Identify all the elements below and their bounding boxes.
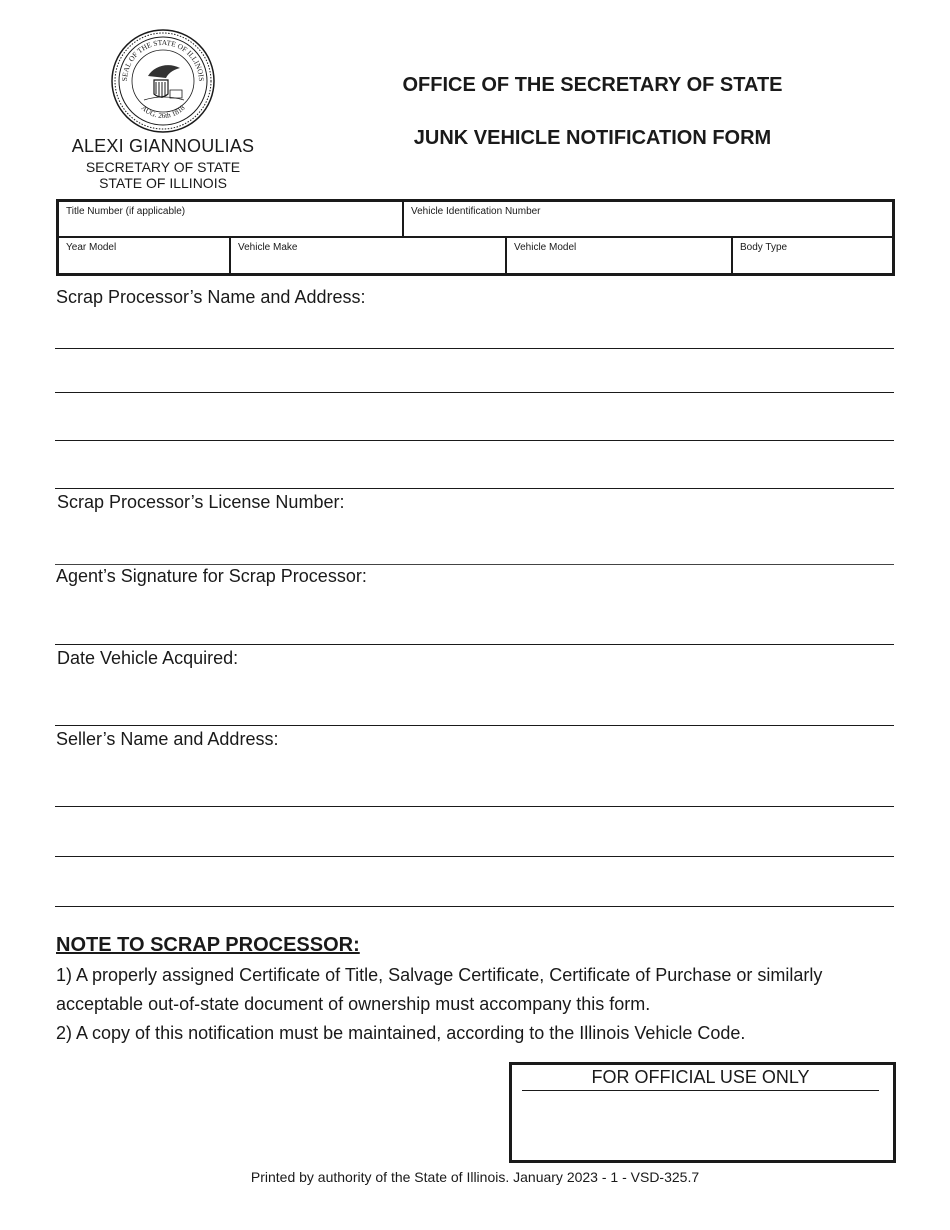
seller-address-line-3[interactable] bbox=[55, 906, 894, 907]
seal-top-text: SEAL OF THE STATE OF ILLINOIS bbox=[119, 37, 207, 82]
vehicle-make-field[interactable] bbox=[229, 236, 505, 273]
agent-signature-label: Agent’s Signature for Scrap Processor: bbox=[56, 566, 367, 586]
processor-address-line-3[interactable] bbox=[55, 440, 894, 441]
vin-label: Vehicle Identification Number bbox=[411, 206, 541, 217]
note-heading: NOTE TO SCRAP PROCESSOR: bbox=[56, 934, 360, 956]
year-model-label: Year Model bbox=[66, 242, 117, 253]
vehicle-model-label: Vehicle Model bbox=[514, 242, 577, 253]
processor-address-line-2[interactable] bbox=[55, 392, 894, 393]
year-model-field[interactable] bbox=[59, 236, 229, 273]
vin-field[interactable] bbox=[402, 202, 892, 236]
processor-address-line-1[interactable] bbox=[55, 348, 894, 349]
processor-license-label: Scrap Processor’s License Number: bbox=[57, 492, 345, 512]
vehicle-model-field[interactable] bbox=[505, 236, 731, 273]
note-item-1-line-1: 1) A properly assigned Certificate of Title, Salvage Certificate, Certificate of Purchase or similarly bbox=[56, 965, 823, 985]
body-type-field[interactable] bbox=[731, 236, 892, 273]
agent-signature-line[interactable] bbox=[55, 644, 894, 645]
seal-bottom-text: AUG. 26th 1818 bbox=[139, 103, 187, 121]
note-item-2: 2) A copy of this notification must be maintained, according to the Illinois Vehicle Code. bbox=[56, 1023, 746, 1043]
secretary-name: ALEXI GIANNOULIAS bbox=[71, 136, 255, 156]
vehicle-info-grid bbox=[56, 199, 895, 276]
official-use-box bbox=[509, 1062, 896, 1163]
footer-text: Printed by authority of the State of Illinois. January 2023 - 1 - VSD-325.7 bbox=[250, 1169, 700, 1185]
note-item-1-line-2: acceptable out-of-state document of ownership must accompany this form. bbox=[56, 994, 651, 1014]
processor-license-line[interactable] bbox=[55, 564, 894, 565]
seller-address-line-2[interactable] bbox=[55, 856, 894, 857]
title-number-field[interactable] bbox=[59, 202, 402, 236]
date-acquired-line[interactable] bbox=[55, 725, 894, 726]
office-title: OFFICE OF THE SECRETARY OF STATE bbox=[402, 74, 783, 96]
processor-name-address-label: Scrap Processor’s Name and Address: bbox=[56, 287, 366, 307]
secretary-title: SECRETARY OF STATE bbox=[85, 159, 241, 175]
official-use-title: FOR OFFICIAL USE ONLY bbox=[522, 1067, 879, 1091]
vehicle-make-label: Vehicle Make bbox=[238, 242, 298, 253]
date-acquired-label: Date Vehicle Acquired: bbox=[57, 648, 239, 668]
state-name: STATE OF ILLINOIS bbox=[99, 175, 227, 191]
body-type-label: Body Type bbox=[740, 242, 788, 253]
state-seal-logo bbox=[110, 28, 216, 134]
title-number-label: Title Number (if applicable) bbox=[66, 206, 186, 217]
seller-address-line-1[interactable] bbox=[55, 806, 894, 807]
seller-name-address-label: Seller’s Name and Address: bbox=[56, 729, 279, 749]
processor-address-line-4[interactable] bbox=[55, 488, 894, 489]
form-title: JUNK VEHICLE NOTIFICATION FORM bbox=[413, 127, 772, 149]
